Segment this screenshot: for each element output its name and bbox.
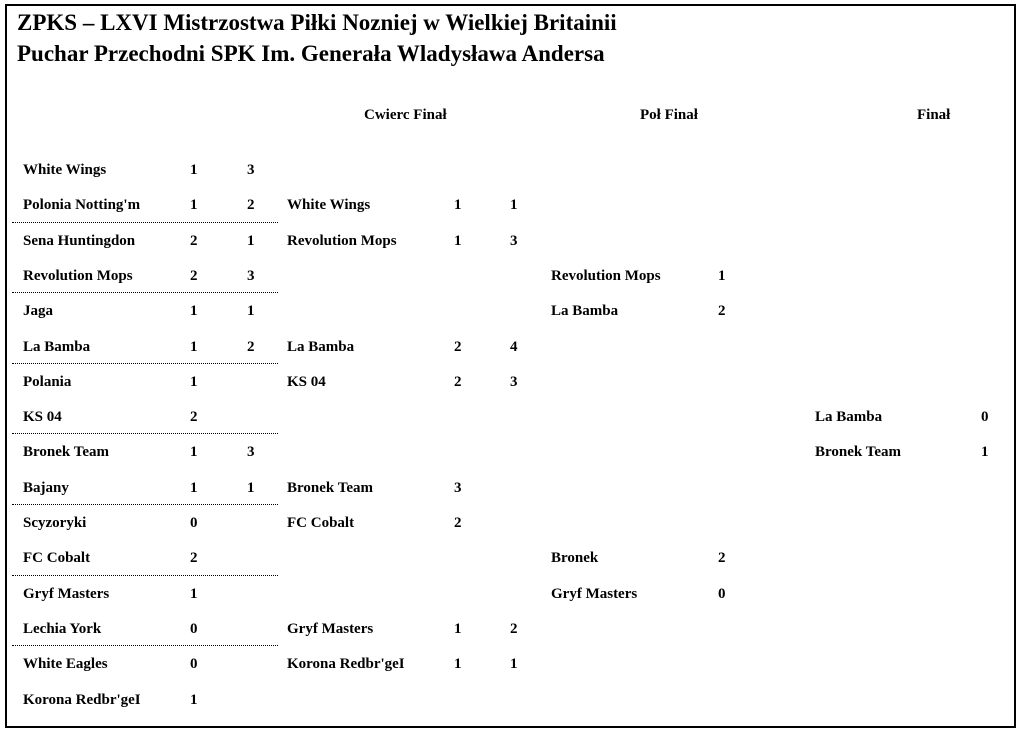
round1-score-1: 0 [190, 656, 198, 672]
pair-separator [12, 292, 278, 293]
quarter-final-score-1: 1 [454, 656, 462, 672]
round1-score-2: 1 [247, 480, 255, 496]
semi-final-team: La Bamba [551, 303, 619, 319]
quarter-final-score-2: 3 [510, 233, 518, 249]
quarter-final-score-1: 2 [454, 374, 462, 390]
round1-team: La Bamba [23, 339, 91, 355]
round1-score-1: 1 [190, 303, 198, 319]
round1-score-1: 2 [190, 268, 198, 284]
round1-team: Polonia Notting'm [23, 197, 141, 213]
round1-score-1: 1 [190, 480, 198, 496]
semi-final-score: 0 [718, 586, 726, 602]
quarter-final-team: KS 04 [287, 374, 326, 390]
pair-separator [12, 575, 278, 576]
round1-team: Sena Huntingdon [23, 233, 136, 249]
final-score: 0 [981, 409, 989, 425]
round1-score-2: 3 [247, 268, 255, 284]
round1-team: Gryf Masters [23, 586, 110, 602]
quarter-final-team: Gryf Masters [287, 621, 374, 637]
round1-team: FC Cobalt [23, 550, 91, 566]
round1-team: Jaga [23, 303, 53, 319]
round1-score-2: 1 [247, 233, 255, 249]
quarter-final-team: Bronek Team [287, 480, 373, 496]
round1-team: Lechia York [23, 621, 102, 637]
round1-score-2: 2 [247, 197, 255, 213]
round1-score-1: 1 [190, 692, 198, 708]
pair-separator [12, 504, 278, 505]
semi-final-team: Gryf Masters [551, 586, 638, 602]
quarter-final-score-2: 3 [510, 374, 518, 390]
quarter-final-score-2: 1 [510, 197, 518, 213]
round1-score-2: 3 [247, 444, 255, 460]
round1-team: Korona Redbr'geI [23, 692, 141, 708]
title-line-2: Puchar Przechodni SPK Im. Generała Wladysława Andersa [17, 41, 605, 66]
final-team: Bronek Team [815, 444, 901, 460]
quarter-final-score-1: 2 [454, 339, 462, 355]
quarter-final-score-1: 3 [454, 480, 462, 496]
round1-score-2: 3 [247, 162, 255, 178]
quarter-final-team: White Wings [287, 197, 371, 213]
round1-team: KS 04 [23, 409, 62, 425]
quarter-final-score-1: 1 [454, 197, 462, 213]
pair-separator [12, 433, 278, 434]
final-team: La Bamba [815, 409, 883, 425]
round1-score-1: 0 [190, 515, 198, 531]
round1-score-1: 2 [190, 233, 198, 249]
round1-score-1: 2 [190, 409, 198, 425]
round1-score-1: 1 [190, 444, 198, 460]
title-line-1: ZPKS – LXVI Mistrzostwa Piłki Nozniej w Wielkiej Britainii [17, 10, 617, 35]
quarter-final-score-1: 1 [454, 621, 462, 637]
round1-score-2: 1 [247, 303, 255, 319]
pair-separator [12, 645, 278, 646]
round1-team: White Wings [23, 162, 107, 178]
round1-score-1: 0 [190, 621, 198, 637]
quarter-final-team: FC Cobalt [287, 515, 355, 531]
round1-score-1: 1 [190, 162, 198, 178]
quarter-final-team: La Bamba [287, 339, 355, 355]
round1-score-1: 1 [190, 339, 198, 355]
round1-score-1: 1 [190, 374, 198, 390]
quarter-final-score-1: 2 [454, 515, 462, 531]
round1-team: Revolution Mops [23, 268, 133, 284]
final-score: 1 [981, 444, 989, 460]
quarter-final-team: Revolution Mops [287, 233, 397, 249]
round1-score-1: 1 [190, 586, 198, 602]
quarter-final-team: Korona Redbr'geI [287, 656, 405, 672]
quarter-final-score-2: 2 [510, 621, 518, 637]
quarter-final-score-1: 1 [454, 233, 462, 249]
document-frame [5, 4, 1016, 728]
round1-team: Bajany [23, 480, 69, 496]
header-quarter-final: Cwierc Finał [364, 107, 447, 123]
quarter-final-score-2: 1 [510, 656, 518, 672]
header-final: Finał [917, 107, 951, 123]
semi-final-team: Bronek [551, 550, 599, 566]
round1-team: White Eagles [23, 656, 108, 672]
header-semi-final: Poł Finał [640, 107, 698, 123]
round1-score-1: 1 [190, 197, 198, 213]
round1-team: Polania [23, 374, 72, 390]
pair-separator [12, 222, 278, 223]
pair-separator [12, 363, 278, 364]
round1-score-2: 2 [247, 339, 255, 355]
round1-score-1: 2 [190, 550, 198, 566]
semi-final-team: Revolution Mops [551, 268, 661, 284]
semi-final-score: 2 [718, 303, 726, 319]
semi-final-score: 1 [718, 268, 726, 284]
round1-team: Bronek Team [23, 444, 109, 460]
quarter-final-score-2: 4 [510, 339, 518, 355]
semi-final-score: 2 [718, 550, 726, 566]
round1-team: Scyzoryki [23, 515, 87, 531]
